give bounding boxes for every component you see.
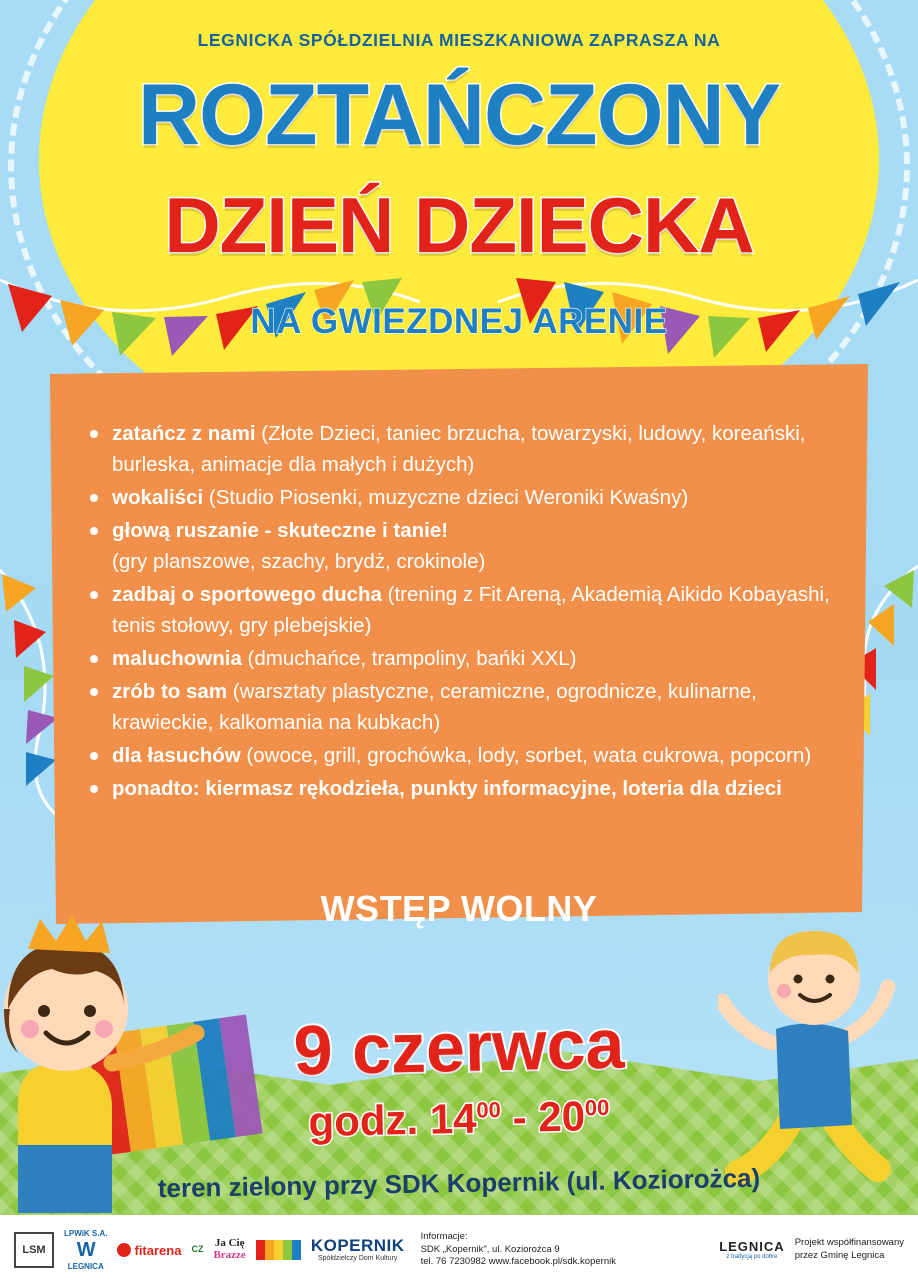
list-item-lead: zatańcz z nami xyxy=(112,422,256,445)
list-item xyxy=(86,515,846,577)
cofunding-note xyxy=(795,1237,904,1263)
cofunding-line1: Projekt współfinansowany xyxy=(794,1237,904,1249)
event-place: teren zielony przy SDK Kopernik (ul. Koziorożca) xyxy=(157,1162,761,1204)
logo-ja-cie-brazze xyxy=(213,1227,245,1273)
logo-lsm-mark: LSM xyxy=(14,1232,54,1268)
logo-kolor xyxy=(256,1227,301,1273)
logo-kopernik xyxy=(311,1227,405,1273)
list-item-lead: dla łasuchów xyxy=(112,744,241,767)
subtitle: NA GWIEZDNEJ ARENIE xyxy=(250,302,668,341)
footer-logo-bar xyxy=(0,1215,918,1285)
list-item-lead: głową ruszanie - skuteczne i tanie! xyxy=(112,519,449,542)
free-entry-label: WSTĘP WOLNY xyxy=(320,888,598,929)
logo-lpwik-name: LPWiK S.A. xyxy=(64,1229,108,1239)
list-item-rest: (warsztaty plastyczne, ceramiczne, ogrodnicze, kulinarne, krawieckie, kalkomania na kubkach) xyxy=(112,680,757,734)
logo-czyste-miasto xyxy=(191,1227,203,1273)
cofunding-line2: przez Gminę Legnica xyxy=(794,1250,885,1261)
event-date: 9 czerwca xyxy=(292,1004,626,1090)
logo-jacie-line1: Ja Cię xyxy=(214,1237,245,1250)
logo-lpwik xyxy=(64,1227,107,1273)
list-item xyxy=(86,579,846,641)
time-dash: - 20 xyxy=(500,1092,586,1142)
time-sup-end: 00 xyxy=(584,1094,610,1121)
list-item-lead: ponadto: kiermasz rękodzieła, punkty informacyjne, loteria dla dzieci xyxy=(112,777,782,800)
time-sup-start: 00 xyxy=(476,1097,502,1123)
list-item-rest: (owoce, grill, grochówka, lody, sorbet, wata cukrowa, popcorn) xyxy=(240,744,812,767)
list-item xyxy=(86,418,846,480)
logo-lpwik-sub: LEGNICA xyxy=(67,1261,104,1271)
logo-lsm xyxy=(14,1227,54,1273)
logo-kopernik-title: KOPERNIK xyxy=(310,1236,405,1256)
logo-legnica xyxy=(719,1227,785,1273)
contact-info-line3: tel. 76 7230982 www.facebook.pl/sdk.kopernik xyxy=(420,1256,616,1268)
logo-jacie-line2: Brazze xyxy=(213,1249,246,1261)
title-line-2: DZIEŃ DZIECKA xyxy=(164,181,754,269)
logo-legnica-name: LEGNICA xyxy=(719,1238,785,1254)
fitarena-dot-icon xyxy=(117,1243,131,1257)
list-item-rest: (trening z Fit Areną, Akademią Aikido Kobayashi, tenis stołowy, gry plebejskie) xyxy=(112,583,830,637)
program-list xyxy=(86,418,846,806)
list-item-rest: (Złote Dzieci, taniec brzucha, towarzyski, ludowy, koreański, burleska, animacje dla małych i dużych) xyxy=(112,422,806,476)
list-item xyxy=(86,676,846,738)
logo-fitarena xyxy=(117,1227,181,1273)
list-item-rest: (dmuchańce, trampoliny, bańki XXL) xyxy=(241,647,577,670)
list-item-lead: wokaliści xyxy=(112,486,204,509)
list-item-lead: zrób to sam xyxy=(112,680,228,703)
list-item xyxy=(86,482,846,513)
list-item-rest: (Studio Piosenki, muzyczne dzieci Weroniki Kwaśny) xyxy=(203,486,689,509)
list-item-lead: zadbaj o sportowego ducha xyxy=(112,583,382,606)
contact-info-line1: Informacje: xyxy=(420,1230,468,1242)
list-item xyxy=(86,643,846,674)
list-item xyxy=(86,773,846,804)
title-line-1: ROZTAŃCZONY xyxy=(138,67,780,163)
list-item-rest: (gry planszowe, szachy, brydż, crokinole) xyxy=(112,550,486,573)
contact-info-line2: SDK „Kopernik", ul. Koziorożca 9 xyxy=(420,1243,560,1255)
list-item xyxy=(86,740,846,771)
logo-czyste-text: CZ xyxy=(191,1244,204,1255)
time-prefix: godz. 14 xyxy=(307,1094,477,1146)
logo-fitarena-text: fitarena xyxy=(134,1242,182,1258)
list-item-lead: maluchownia xyxy=(112,647,242,670)
invitation-line: LEGNICKA SPÓŁDZIELNIA MIESZKANIOWA ZAPRASZA NA xyxy=(197,30,721,50)
logo-kopernik-sub: Spółdzielczy Dom Kultury xyxy=(318,1255,398,1263)
logo-lpwik-mark: W xyxy=(76,1238,95,1261)
contact-info xyxy=(421,1231,616,1269)
logo-legnica-sub: z tradycją po dobre xyxy=(726,1253,778,1260)
